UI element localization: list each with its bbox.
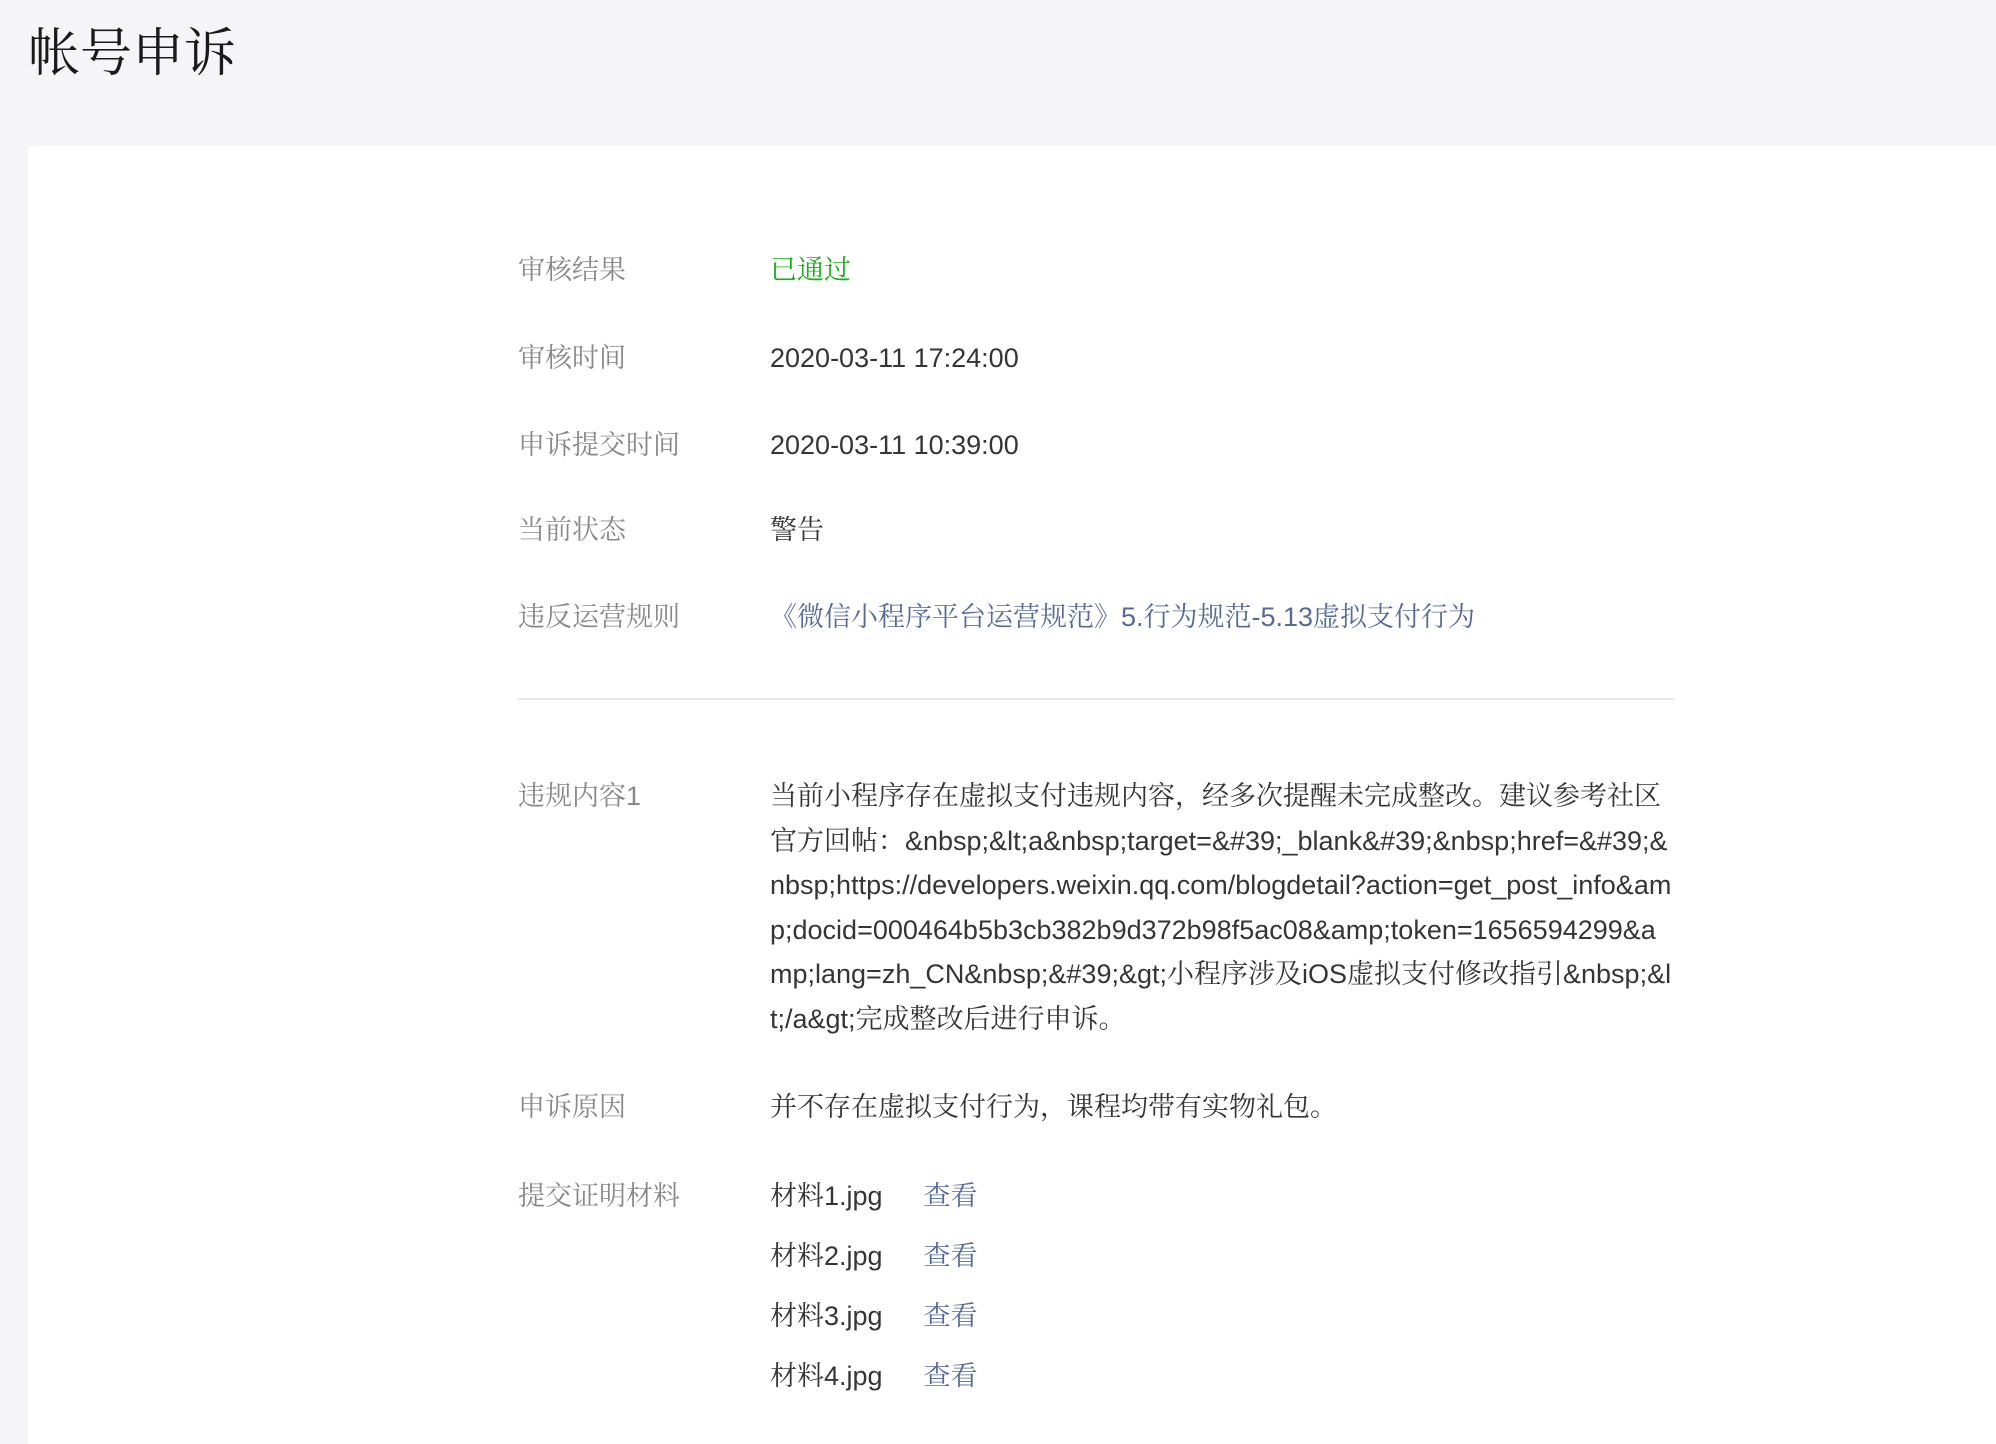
material-item (770, 1354, 978, 1414)
violation-content-text: 当前小程序存在虚拟支付违规内容，经多次提醒未完成整改。建议参考社区官方回帖：&nbsp;&lt;a&nbsp;target=&#39;_blank&#39;&nbsp;href=&#39;&nbsp;https://developers.weixin.qq.com/blogdetail?action=get_post_info&amp;docid=000464b5b3cb382b9d372b98f5ac08&amp;token=1656594299&amp;lang=zh_CN&nbsp;&#39;&gt;小程序涉及iOS虚拟支付修改指引&nbsp;&lt;/a&gt;完成整改后进行申诉。 (770, 781, 1672, 1034)
materials-list (770, 1174, 978, 1414)
violated-rule-label: 违反运营规则 (518, 602, 680, 632)
material-view-link[interactable]: 查看 (923, 1181, 978, 1211)
material-file-name: 材料1.jpg (770, 1181, 883, 1211)
material-item (770, 1294, 978, 1354)
review-time-label: 审核时间 (518, 343, 626, 373)
material-file-name: 材料4.jpg (770, 1361, 883, 1391)
material-view-link[interactable]: 查看 (923, 1241, 978, 1271)
submit-time-value: 2020-03-11 10:39:00 (770, 430, 1019, 460)
material-item (770, 1174, 978, 1234)
material-file-name: 材料3.jpg (770, 1301, 883, 1331)
material-view-link[interactable]: 查看 (923, 1361, 978, 1391)
material-file-name: 材料2.jpg (770, 1241, 883, 1271)
review-time-value: 2020-03-11 17:24:00 (770, 343, 1019, 373)
review-result-value: 已通过 (770, 255, 851, 285)
violation-content-label: 违规内容1 (518, 781, 642, 811)
current-status-label: 当前状态 (518, 515, 626, 545)
appeal-reason-value: 并不存在虚拟支付行为，课程均带有实物礼包。 (770, 1092, 1337, 1122)
material-view-link[interactable]: 查看 (923, 1301, 978, 1331)
current-status-value: 警告 (770, 515, 824, 545)
submit-time-label: 申诉提交时间 (518, 430, 680, 460)
section-divider (518, 698, 1674, 700)
materials-label: 提交证明材料 (518, 1181, 680, 1211)
violated-rule-link[interactable]: 《微信小程序平台运营规范》5.行为规范-5.13虚拟支付行为 (770, 602, 1476, 632)
review-result-label: 审核结果 (518, 255, 626, 285)
appeal-reason-label: 申诉原因 (518, 1092, 626, 1122)
material-item (770, 1234, 978, 1294)
page-title: 帐号申诉 (28, 25, 237, 83)
